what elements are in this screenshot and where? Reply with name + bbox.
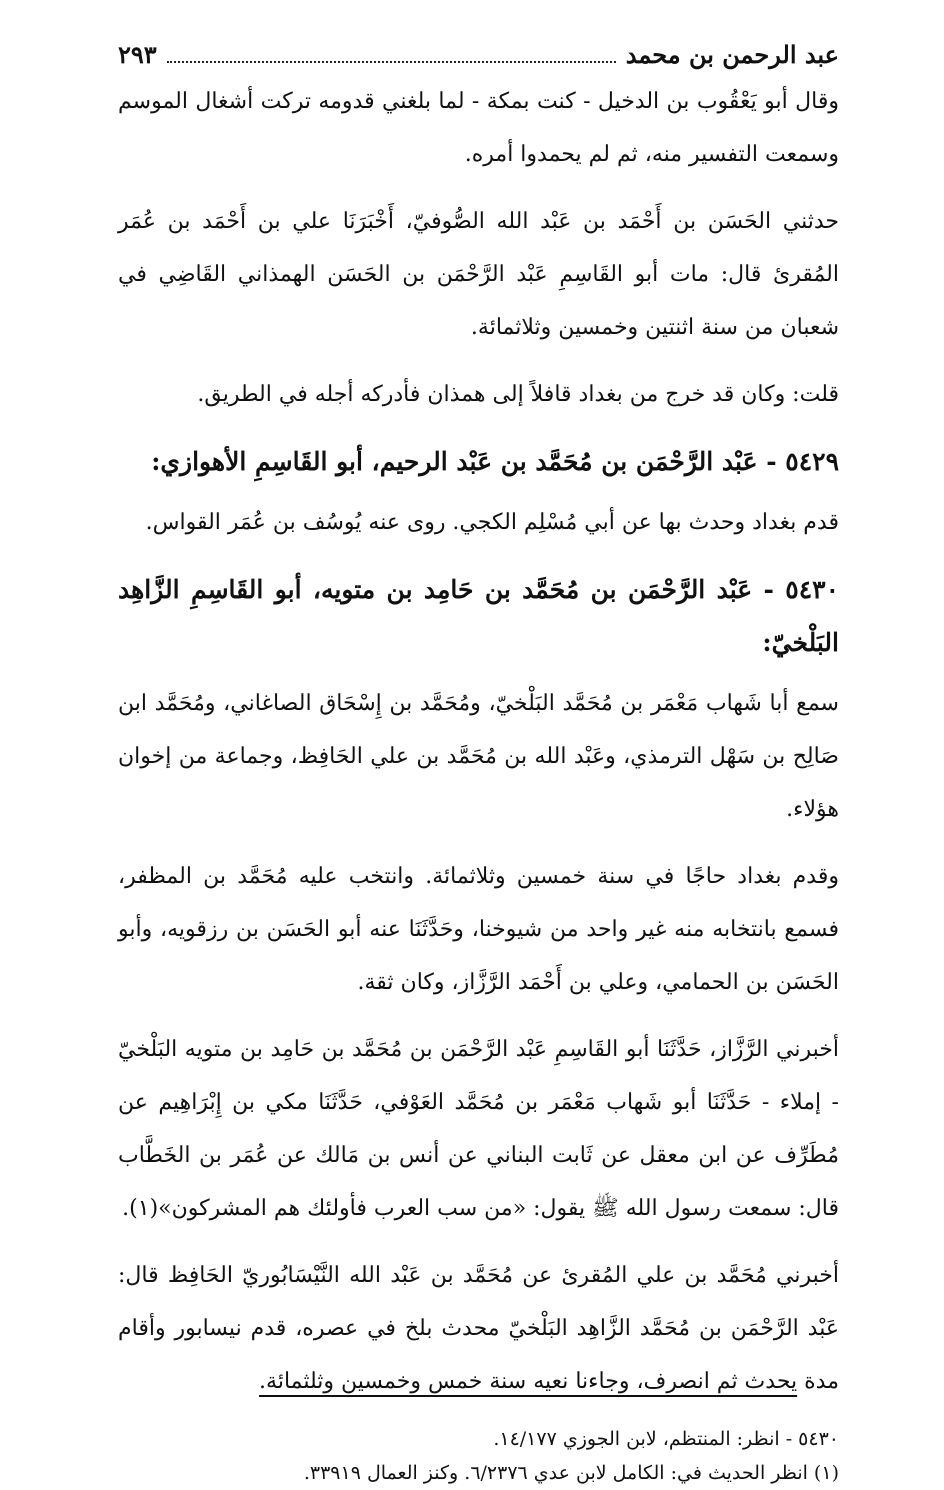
paragraph-death-report: حدثني الحَسَن بن أَحْمَد بن عَبْد الله الصُّوفيّ، أَخْبَرَنَا علي بن أَحْمَد بن عُمَر المُقرئ قال: مات أبو القَاسِمِ عَبْد الرَّحْمَن بن الحَسَن الهمذاني القَاضِي في شعبان من سنة اثنتين وخمسين وثلاثمائة. [118, 209, 839, 340]
paragraph-5430-nisaburi-main: أخبرني مُحَمَّد بن علي المُقرئ عن مُحَمَّد بن عَبْد الله النَّيْسَابُوريّ الحَافِظ قال: عَبْد الرَّحْمَن بن مُحَمَّد الزَّاهِد البَلْخيّ محدث بلخ في عصره، قدم نيسابور وأقام مدة [118, 1263, 839, 1394]
paragraph-5430-nisaburi-tail: يحدث ثم انصرف، وجاءنا نعيه سنة خمس وخمسين وثلثمائة. [259, 1369, 798, 1394]
leader-dots [167, 45, 616, 63]
paragraph-ibn-dakhil: وقال أبو يَعْقُوب بن الدخيل - كنت بمكة - لما بلغني قدومه تركت أشغال الموسم وسمعت التفسير منه، ثم لم يحمدوا أمره. [118, 89, 839, 167]
paragraph-5430-nisaburi [118, 1249, 839, 1408]
paragraph-5430-baghdad: وقدم بغداد حاجًا في سنة خمسين وثلاثمائة. وانتخب عليه مُحَمَّد بن المظفر، فسمع بانتخابه منه غير واحد من شيوخنا، وحَدَّثَنَا عنه أبو الحَسَن بن رزقويه، وأبو الحَسَن بن الحمامي، وعلي بن أَحْمَد الرَّزَّاز، وكان ثقة. [118, 864, 839, 995]
paragraph-5430-hadith: أخبرني الرَّزَّاز، حَدَّثَنَا أبو القَاسِمِ عَبْد الرَّحْمَن بن مُحَمَّد بن حَامِد بن متويه البَلْخيّ - إملاء - حَدَّثَنَا أبو شَهاب مَعْمَر بن مُحَمَّد العَوْفي، حَدَّثَنَا مكي بن إِبْرَاهِيم عن مُطَرِّف عن ابن معقل عن ثَابت البناني عن أنس بن مَالك عن عُمَر بن الخَطَّاب قال: سمعت رسول الله ﷺ يقول: «من سب العرب فأولئك هم المشركون»(١). [118, 1037, 839, 1221]
running-title: عبد الرحمن بن محمد [625, 40, 839, 69]
entry-heading-5429: ٥٤٢٩ - عَبْد الرَّحْمَن بن مُحَمَّد بن عَبْد الرحيم، أبو القَاسِمِ الأهوازي: [151, 447, 839, 476]
paragraph-author-note: قلت: وكان قد خرج من بغداد قافلاً إلى همذان فأدركه أجله في الطريق. [197, 382, 839, 407]
footnotes [118, 1422, 839, 1490]
footnote-1: (١) انظر الحديث في: الكامل لابن عدي ٦/٢٣٧٦. وكنز العمال ٣٣٩١٩. [303, 1462, 839, 1484]
footnote-entry-5430: ٥٤٣٠ - انظر: المنتظم، لابن الجوزي ١٤/١٧٧. [493, 1428, 839, 1450]
page-number: ٢٩٣ [118, 40, 157, 69]
entry-heading-5430: ٥٤٣٠ - عَبْد الرَّحْمَن بن مُحَمَّد بن حَامِد بن متويه، أبو القَاسِمِ الزَّاهِد البَلْخيّ: [118, 575, 839, 657]
paragraph-5429-body: قدم بغداد وحدث بها عن أبي مُسْلِم الكجي. روى عنه يُوسُف بن عُمَر القواس. [145, 510, 839, 535]
paragraph-5430-teachers: سمع أبا شَهاب مَعْمَر بن مُحَمَّد البَلْخيّ، ومُحَمَّد بن إِسْحَاق الصاغاني، ومُحَمَّد ابن صَالِح بن سَهْل الترمذي، وعَبْد الله بن مُحَمَّد بن علي الحَافِظ، وجماعة من إخوان هؤلاء. [118, 691, 839, 822]
running-header [118, 40, 839, 69]
